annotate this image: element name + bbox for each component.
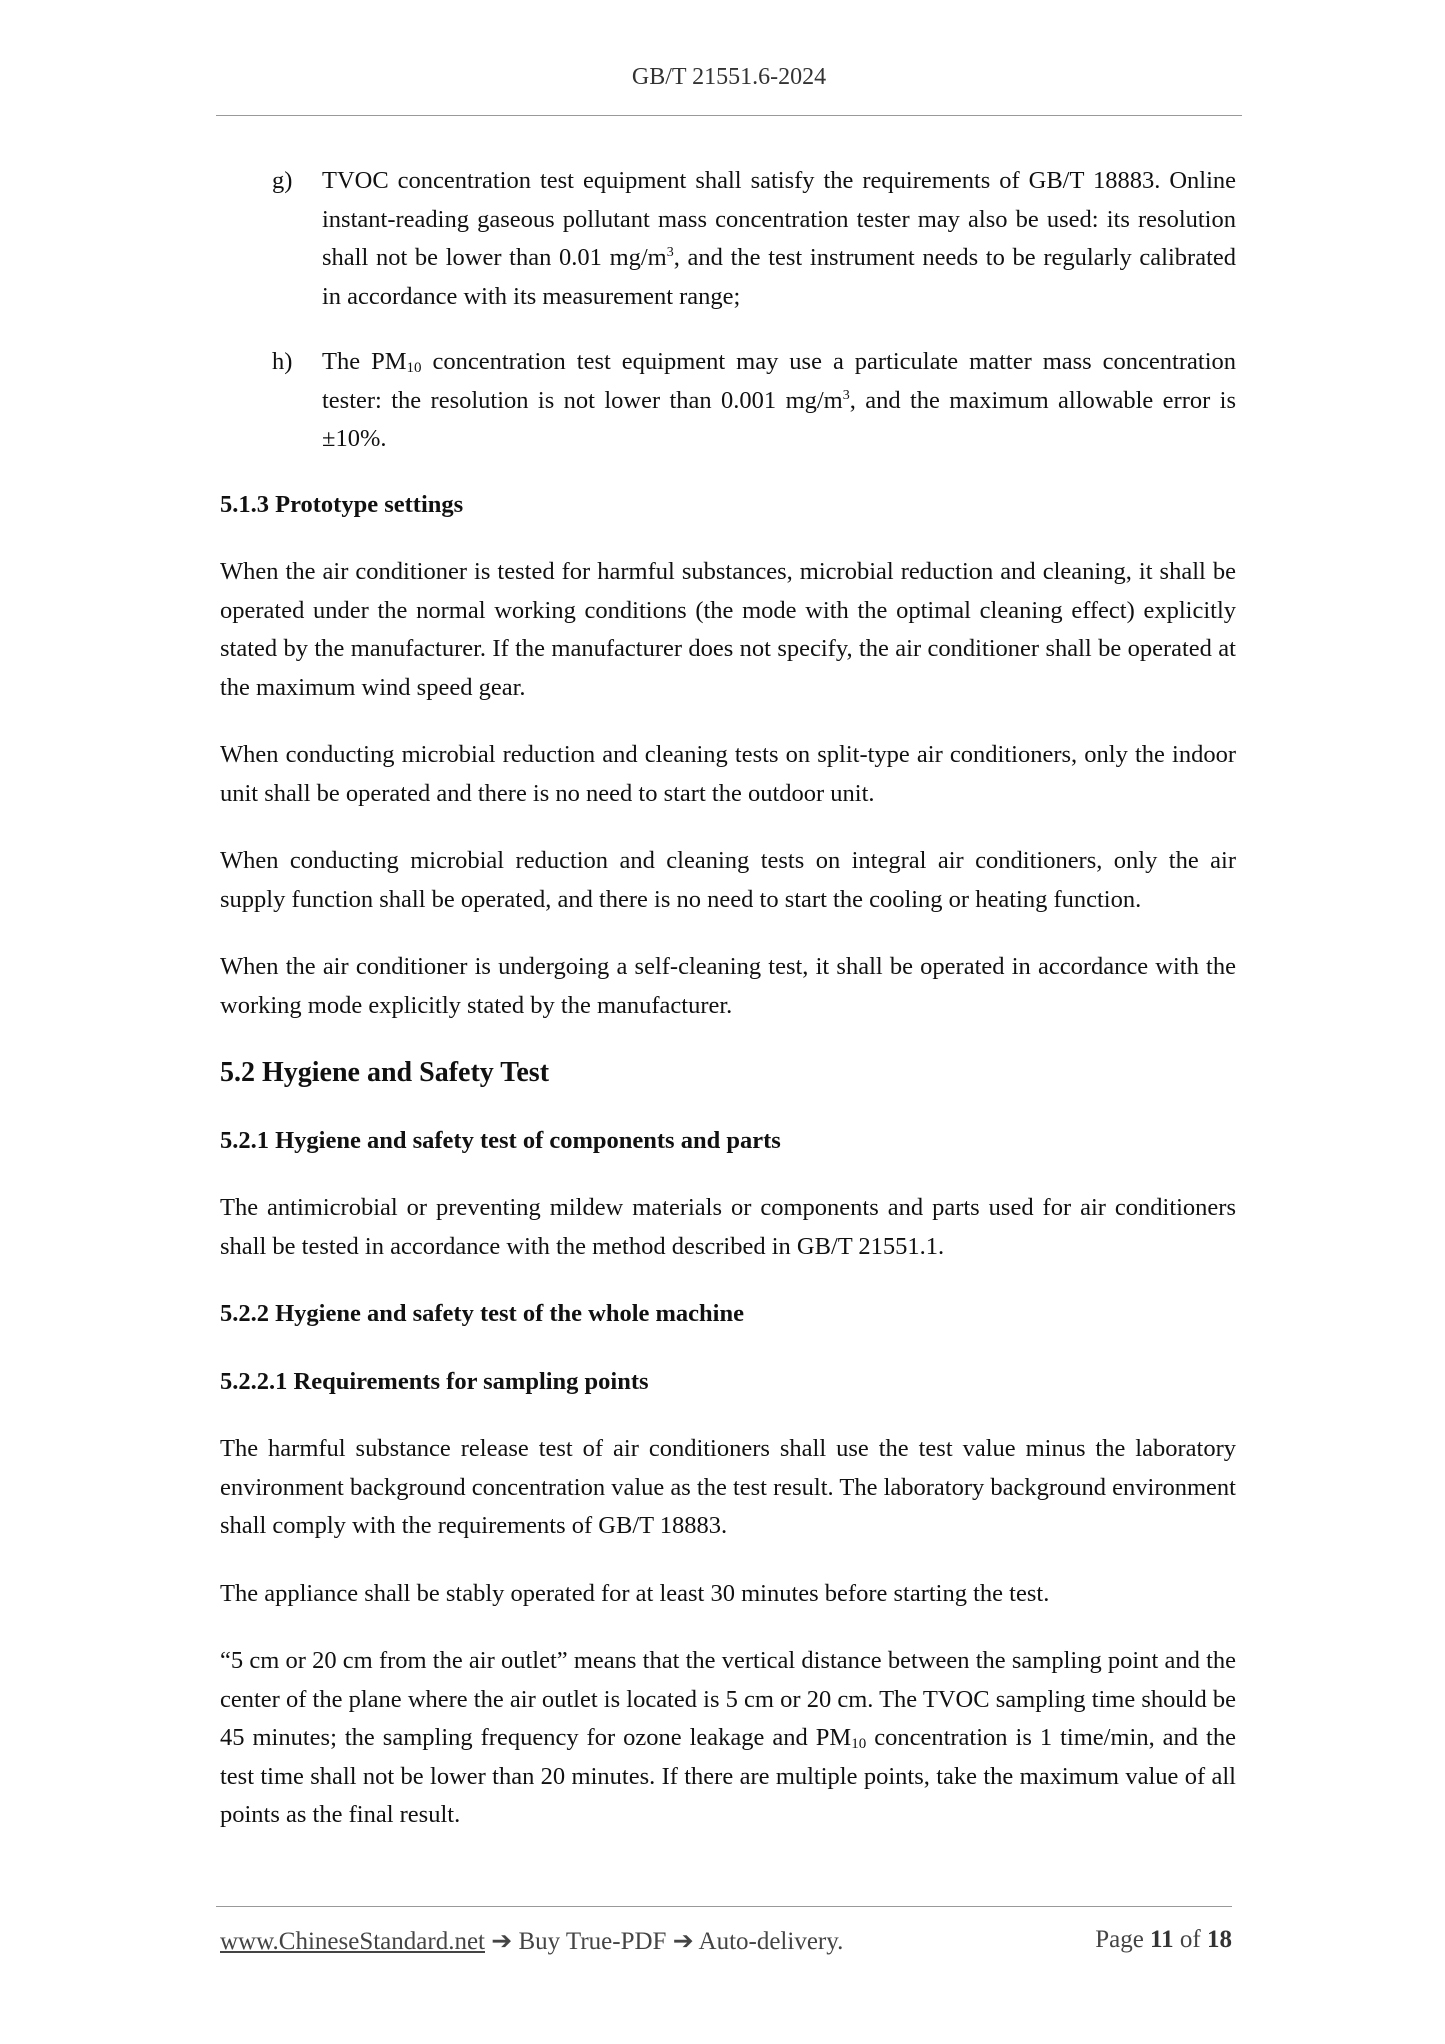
page-number: [1095, 1926, 1232, 1956]
superscript: 3: [842, 387, 850, 403]
section-heading-5-2-2: 5.2.2 Hygiene and safety test of the whole machine: [220, 1300, 744, 1327]
arrow-right-icon: ➔: [672, 1928, 694, 1955]
paragraph: When conducting microbial reduction and cleaning tests on split-type air conditioners, only the indoor unit shall be operated and there is no need to start the outdoor unit.: [220, 741, 1236, 807]
paragraph: The antimicrobial or preventing mildew materials or components and parts used for air conditioners shall be tested in accordance with the method described in GB/T 21551.1.: [220, 1194, 1236, 1260]
footer-promo: [220, 1926, 843, 1956]
arrow-right-icon: ➔: [491, 1928, 513, 1955]
buy-text: Buy True-PDF: [518, 1928, 667, 1955]
list-item-g: [272, 162, 1236, 316]
page-footer: [220, 1926, 1232, 1956]
text-run: The PM: [322, 348, 407, 375]
text-run: “5 cm or 20 cm from the air outlet” means that the vertical distance between the sampling point and the center of the plane where the air outlet is located is 5 cm or 20 cm. The TVOC sampling time should be 45 minutes; the sampling frequency for ozone leakage and PM: [220, 1647, 1236, 1751]
list-text: [322, 162, 1236, 316]
section-heading-5-2-2-1: 5.2.2.1 Requirements for sampling points: [220, 1367, 649, 1395]
paragraph: The harmful substance release test of air conditioners shall use the test value minus the laboratory environment background concentration value as the test result. The laboratory background environment shall comply with the requirements of GB/T 18883.: [220, 1435, 1236, 1539]
page-header: [216, 64, 1242, 91]
section-heading-5-1-3: 5.1.3 Prototype settings: [220, 490, 464, 518]
header-divider: [216, 115, 1242, 116]
section-heading-5-2: 5.2 Hygiene and Safety Test: [220, 1057, 550, 1088]
text-run: , and the test instrument needs to be regularly calibrated in accordance with its measurement range;: [322, 244, 1237, 310]
current-page: 11: [1150, 1926, 1174, 1953]
total-pages: 18: [1207, 1926, 1232, 1953]
list-item-h: [272, 343, 1236, 459]
text-run: TVOC concentration test equipment shall satisfy the requirements of GB/T 18883. Online instant-reading gaseous pollutant mass concentration tester may also be used: its resolution shall not be lower than 0.01 mg/m: [322, 167, 1236, 271]
paragraph: When the air conditioner is tested for harmful substances, microbial reduction and cleaning, it shall be operated under the normal working conditions (the mode with the optimal cleaning effect) explicitly stated by the manufacturer. If the manufacturer does not specify, the air conditioner shall be operated at the maximum wind speed gear.: [220, 558, 1236, 701]
subscript: 10: [851, 1736, 867, 1752]
text-run: , and the maximum allowable error is ±10%.: [322, 386, 1236, 452]
site-link[interactable]: www.ChineseStandard.net: [220, 1928, 485, 1955]
subscript: 10: [406, 360, 422, 376]
standard-number: GB/T 21551.6-2024: [631, 64, 827, 90]
superscript: 3: [666, 245, 674, 260]
section-heading-5-2-1: 5.2.1 Hygiene and safety test of components and parts: [220, 1126, 781, 1154]
paragraph: [220, 1642, 1236, 1835]
paragraph: When the air conditioner is undergoing a self-cleaning test, it shall be operated in accordance with the working mode explicitly stated by the manufacturer.: [220, 953, 1236, 1019]
paragraph: The appliance shall be stably operated for at least 30 minutes before starting the test.: [220, 1579, 1050, 1607]
of-label: of: [1179, 1926, 1201, 1953]
text-run: concentration is 1 time/min, and the test time shall not be lower than 20 minutes. If there are multiple points, take the maximum value of all points as the final result.: [220, 1724, 1236, 1828]
list-text: [322, 343, 1236, 459]
paragraph: When conducting microbial reduction and cleaning tests on integral air conditioners, only the air supply function shall be operated, and there is no need to start the cooling or heating function.: [220, 847, 1236, 913]
footer-divider: [216, 1906, 1232, 1907]
list-marker: g): [272, 167, 293, 194]
page-label: Page: [1095, 1926, 1144, 1953]
delivery-text: Auto-delivery.: [698, 1928, 844, 1955]
text-run: concentration test equipment may use a particulate matter mass concentration tester: the resolution is not lower than 0.001 mg/m: [322, 348, 1236, 414]
list-marker: h): [272, 348, 293, 375]
document-body: [220, 162, 1236, 1864]
